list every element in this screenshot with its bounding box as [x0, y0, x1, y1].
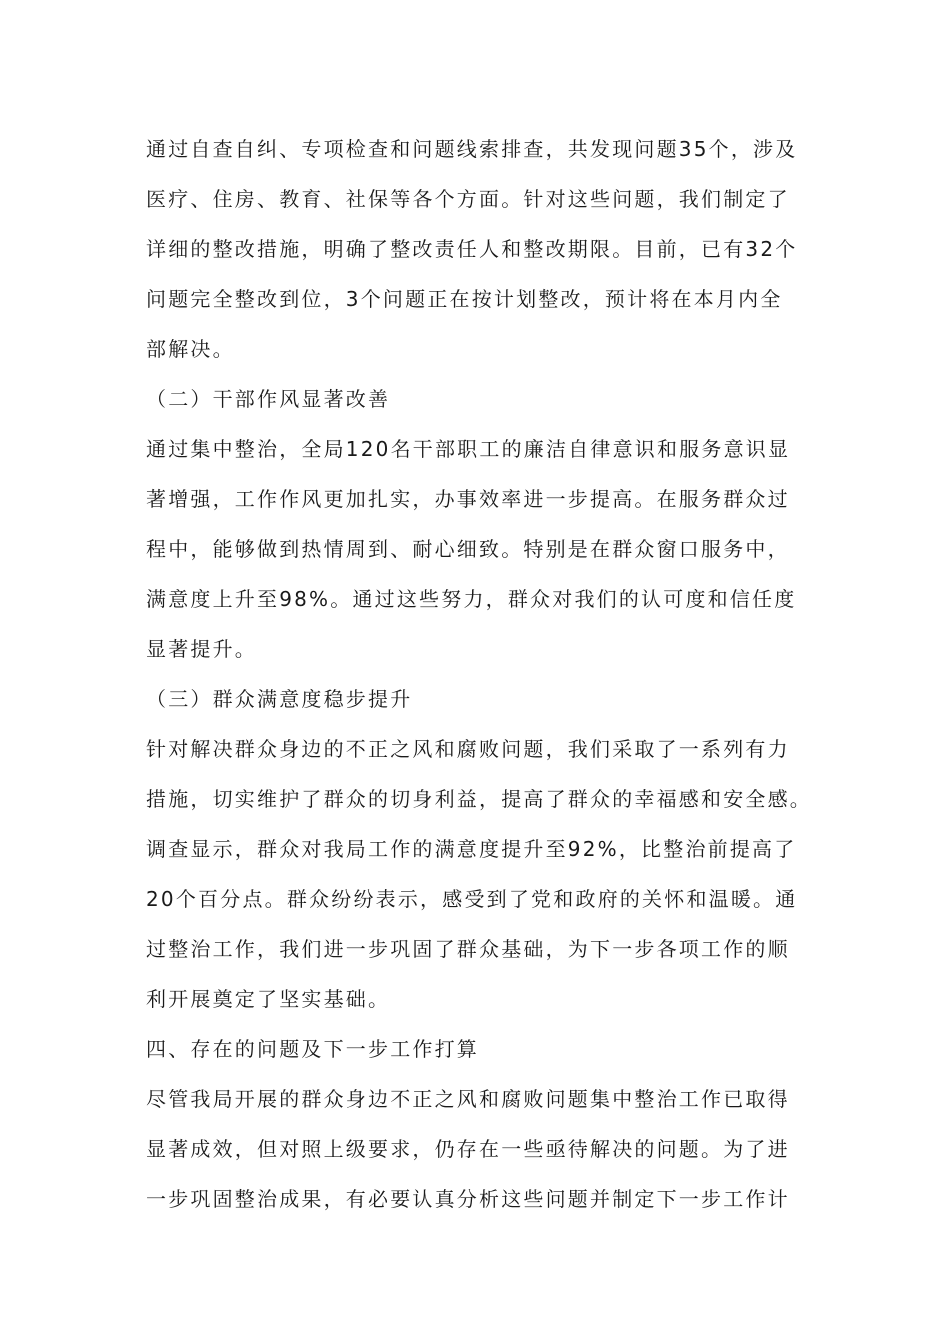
paragraph-line: 问题完全整改到位，3个问题正在按计划整改，预计将在本月内全 [146, 287, 783, 311]
section-heading: （三）群众满意度稳步提升 [146, 687, 413, 711]
section-heading: 四、存在的问题及下一步工作打算 [146, 1037, 479, 1061]
paragraph-line: 显著成效，但对照上级要求，仍存在一些亟待解决的问题。为了进 [146, 1137, 790, 1161]
paragraph-line: 利开展奠定了坚实基础。 [146, 987, 391, 1011]
paragraph-line: 详细的整改措施，明确了整改责任人和整改期限。目前，已有32个 [146, 237, 798, 261]
paragraph-line: 部解决。 [146, 337, 235, 361]
paragraph-line: 著增强，工作作风更加扎实，办事效率进一步提高。在服务群众过 [146, 487, 790, 511]
paragraph-line: 措施，切实维护了群众的切身利益，提高了群众的幸福感和安全感。 [146, 787, 812, 811]
section-heading: （二）干部作风显著改善 [146, 387, 391, 411]
paragraph-line: 满意度上升至98%。通过这些努力，群众对我们的认可度和信任度 [146, 587, 797, 611]
paragraph-line: 通过集中整治，全局120名干部职工的廉洁自律意识和服务意识显 [146, 437, 791, 461]
paragraph-line: 尽管我局开展的群众身边不正之风和腐败问题集中整治工作已取得 [146, 1087, 790, 1111]
paragraph-line: 针对解决群众身边的不正之风和腐败问题，我们采取了一系列有力 [146, 737, 790, 761]
paragraph-line: 医疗、住房、教育、社保等各个方面。针对这些问题，我们制定了 [146, 187, 790, 211]
paragraph-line: 一步巩固整治成果，有必要认真分析这些问题并制定下一步工作计 [146, 1187, 790, 1211]
paragraph-line: 20个百分点。群众纷纷表示，感受到了党和政府的关怀和温暖。通 [146, 887, 798, 911]
paragraph-line: 调查显示，群众对我局工作的满意度提升至92%，比整治前提高了 [146, 837, 797, 861]
paragraph-line: 过整治工作，我们进一步巩固了群众基础，为下一步各项工作的顺 [146, 937, 790, 961]
paragraph-line: 显著提升。 [146, 637, 257, 661]
document-body [146, 124, 816, 1224]
paragraph-line: 程中，能够做到热情周到、耐心细致。特别是在群众窗口服务中， [146, 537, 790, 561]
paragraph-line: 通过自查自纠、专项检查和问题线索排查，共发现问题35个，涉及 [146, 137, 798, 161]
